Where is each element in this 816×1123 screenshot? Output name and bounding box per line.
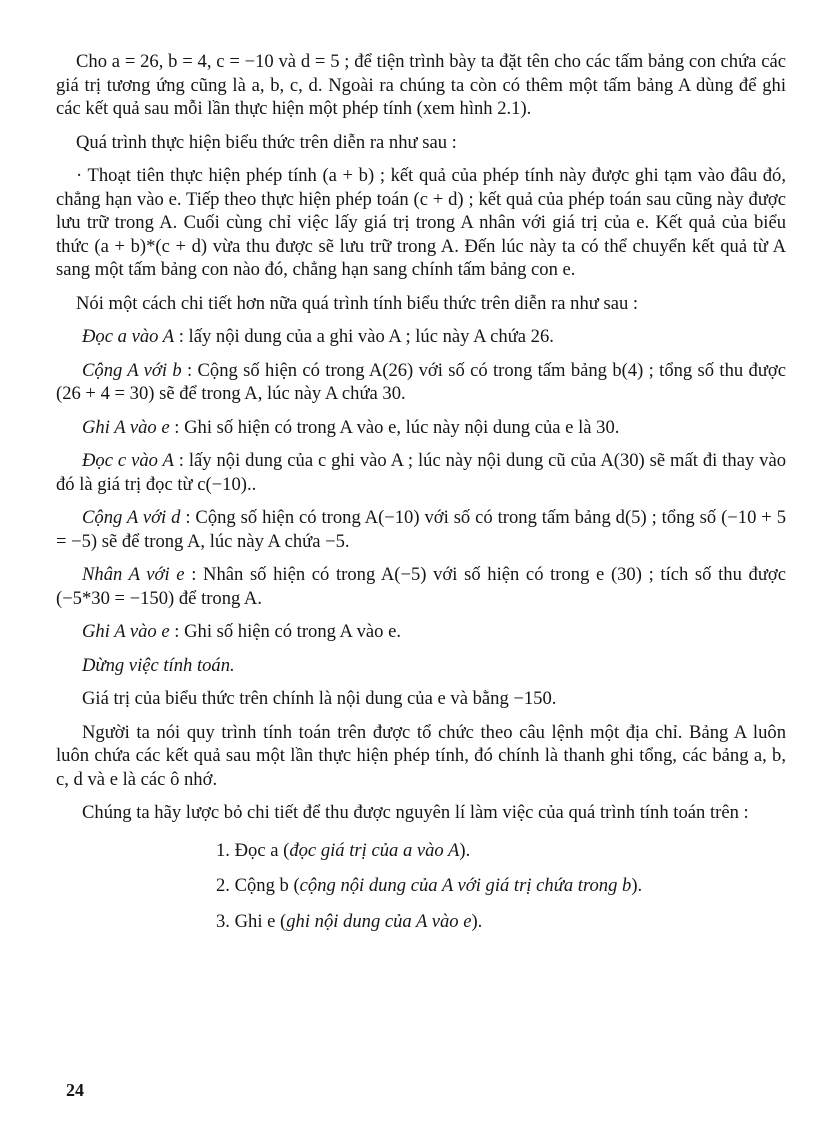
step-item bbox=[56, 416, 786, 440]
step-text: : lấy nội dung của c ghi vào A ; lúc này nội dung cũ của A(30) sẽ mất đi thay vào đó là giá trị đọc từ c(−10).. bbox=[56, 450, 787, 495]
step-text: : Cộng số hiện có trong A(26) với số có trong tấm bảng b(4) ; tổng số thu được (26 + 4 = 30) sẽ để trong A, lúc này A chứa 30. bbox=[56, 359, 786, 404]
paragraph: Quá trình thực hiện biểu thức trên diễn ra như sau : bbox=[76, 131, 457, 153]
step-label: Đọc c vào A bbox=[82, 450, 174, 471]
step-text: : Cộng số hiện có trong A(−10) với số có trong tấm bảng d(5) ; tổng số (−10 + 5 = −5) sẽ để trong A, lúc này A chứa −5. bbox=[56, 507, 787, 552]
step-item bbox=[56, 563, 786, 610]
step-item bbox=[56, 449, 786, 496]
step-text: : lấy nội dung của a ghi vào A ; lúc này A chứa 26. bbox=[174, 326, 554, 347]
paragraph: Cho a = 26, b = 4, c = −10 và d = 5 ; để tiện trình bày ta đặt tên cho các tấm bảng con chứa các giá trị tương ứng cũng là a, b, c, d. Ngoài ra chúng ta còn có thêm một tấm bảng A dùng để ghi các kết quả sau mỗi lần thực hiện một phép tính (xem hình 2.1). bbox=[56, 51, 786, 119]
step-text: : Ghi số hiện có trong A vào e. bbox=[169, 621, 401, 642]
list-item: 2. Cộng b (cộng nội dung của A với giá trị chứa trong b). bbox=[216, 875, 643, 896]
paragraph: Chúng ta hãy lược bỏ chi tiết để thu được nguyên lí làm việc của quá trình tính toán trên : bbox=[82, 802, 749, 823]
body-text bbox=[56, 50, 786, 945]
paragraph: · Thoạt tiên thực hiện phép tính (a + b) ; kết quả của phép tính này được ghi tạm vào đâu đó, chẳng hạn vào e. Tiếp theo thực hiện phép toán (c + d) ; kết quả của phép toán sau cũng này được lưu trữ trong A. Cuối cùng chỉ việc lấy giá trị trong A nhân với giá trị của e. Kết quả của biểu thức (a + b)*(c + d) vừa thu được sẽ lưu trữ trong A. Đến lúc này ta có thể chuyển kết quả từ A sang một tấm bảng con nào đó, chẳng hạn sang chính tấm bảng con e. bbox=[56, 165, 786, 280]
list-item: 1. Đọc a (đọc giá trị của a vào A). bbox=[216, 839, 471, 861]
step-item bbox=[56, 359, 786, 406]
step-label: Cộng A với d bbox=[82, 507, 181, 528]
step-item bbox=[56, 506, 786, 553]
paragraph: Người ta nói quy trình tính toán trên được tổ chức theo câu lệnh một địa chỉ. Bảng A luôn luôn chứa các kết quả sau một lần thực hiện phép tính, đó chính là thanh ghi tổng, các bảng a, b, c, d và e là các ô nhớ. bbox=[56, 721, 786, 790]
step-label: Nhân A với e bbox=[82, 564, 185, 585]
step-text: : Ghi số hiện có trong A vào e, lúc này nội dung của e là 30. bbox=[169, 416, 620, 438]
page-number: 24 bbox=[66, 1080, 84, 1100]
paragraph: Giá trị của biểu thức trên chính là nội dung của e và bằng −150. bbox=[82, 688, 557, 709]
step-text: : Nhân số hiện có trong A(−5) với số hiện có trong e (30) ; tích số thu được (−5*30 = −150) để trong A. bbox=[56, 564, 786, 609]
step-item bbox=[56, 620, 786, 644]
list-item: 3. Ghi e (ghi nội dung của A vào e). bbox=[216, 910, 483, 932]
numbered-list bbox=[216, 839, 786, 934]
step-item bbox=[56, 325, 786, 349]
step-label: Đọc a vào A bbox=[82, 326, 175, 347]
step-label: Cộng A với b bbox=[82, 359, 182, 381]
paragraph: Nói một cách chi tiết hơn nữa quá trình tính biểu thức trên diễn ra như sau : bbox=[76, 292, 639, 314]
step-label: Ghi A vào e bbox=[82, 416, 170, 438]
step-label: Ghi A vào e bbox=[82, 621, 170, 642]
step-item bbox=[56, 654, 786, 678]
step-label: Dừng việc tính toán. bbox=[82, 654, 235, 676]
